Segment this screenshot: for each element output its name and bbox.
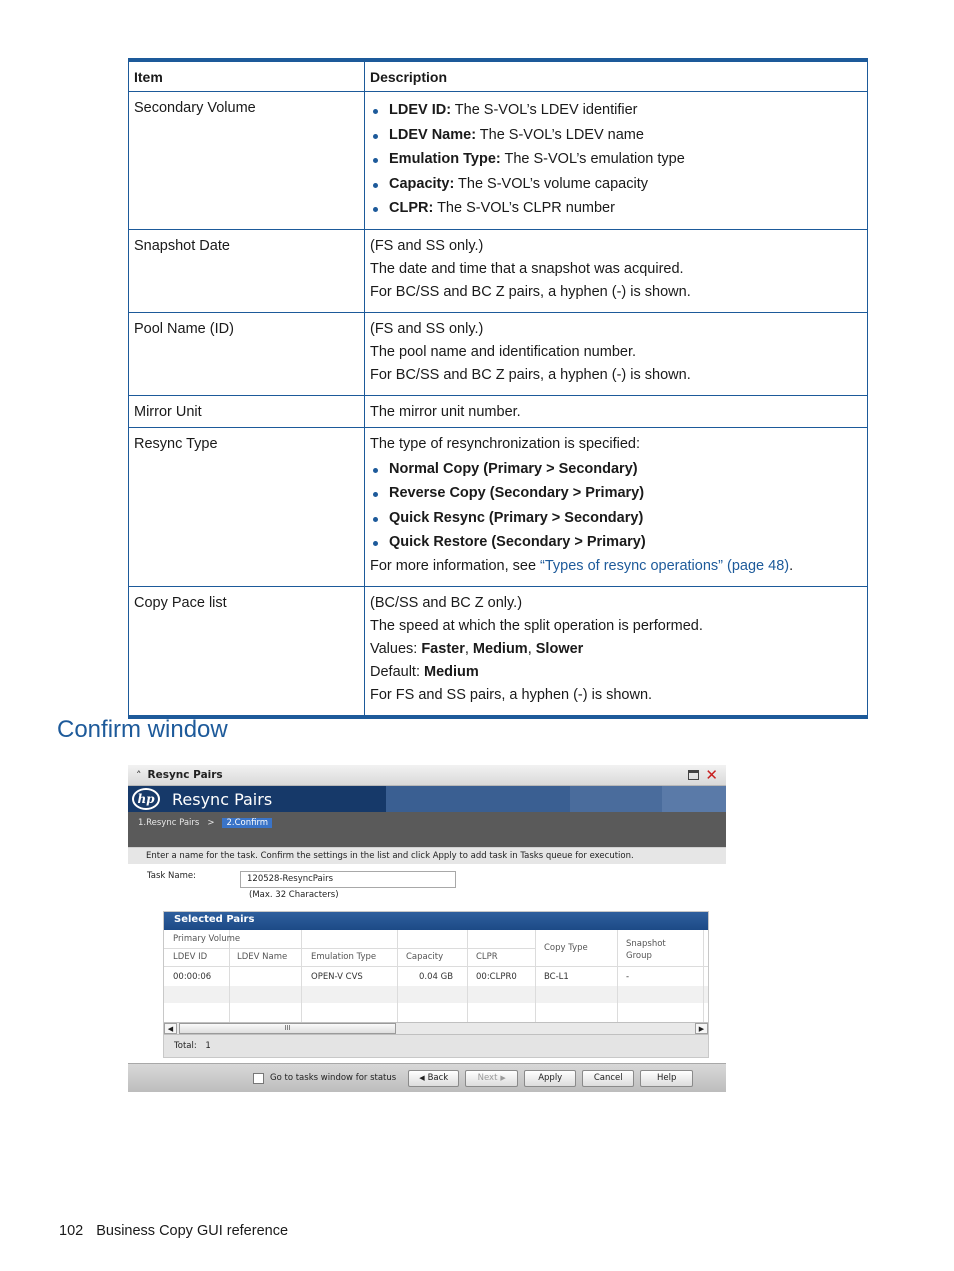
selected-pairs-title: Selected Pairs — [164, 912, 708, 930]
list-item: Normal Copy (Primary > Secondary) — [370, 457, 862, 482]
table-header-row — [129, 60, 868, 92]
dialog-title: Resync Pairs — [147, 769, 223, 781]
section-heading: Confirm window — [57, 716, 228, 743]
cell-clpr: 00:CLPR0 — [476, 972, 517, 982]
total-bar — [164, 1035, 708, 1057]
column-header-snapshot-group[interactable]: Snapshot Group — [626, 939, 666, 961]
table-row — [129, 312, 868, 395]
go-to-tasks-checkbox[interactable] — [253, 1073, 264, 1084]
bullet-label: Emulation Type: — [389, 151, 501, 167]
list-item — [370, 98, 862, 123]
list-item: Quick Resync (Primary > Secondary) — [370, 506, 862, 531]
dialog-titlebar — [128, 765, 726, 786]
table-row — [129, 427, 868, 586]
description-line — [370, 661, 862, 684]
hp-logo: hp — [132, 788, 160, 810]
bullet-text: The S-VOL’s emulation type — [500, 151, 685, 167]
banner-segment — [662, 786, 726, 812]
value-faster: Faster — [421, 640, 465, 657]
description-cell — [365, 229, 868, 312]
wizard-steps — [128, 812, 726, 847]
go-to-tasks-label: Go to tasks window for status — [270, 1073, 397, 1083]
table-row — [129, 395, 868, 427]
description-cell — [365, 92, 868, 230]
next-arrow-icon: ▶ — [500, 1074, 506, 1082]
description-cell — [365, 427, 868, 586]
description-line: (FS and SS only.) — [370, 237, 484, 254]
description-cell — [365, 586, 868, 717]
description-line: For BC/SS and BC Z pairs, a hyphen (-) is shown. — [370, 283, 691, 300]
scroll-thumb[interactable]: III — [179, 1023, 396, 1034]
bullet-label: CLPR: — [389, 200, 434, 216]
cell-capacity: 0.04 GB — [419, 972, 454, 982]
values-prefix: Values: — [370, 640, 422, 657]
values-separator: , — [527, 640, 536, 657]
table-row — [129, 92, 868, 230]
description-line: The speed at which the split operation is performed. — [370, 617, 703, 634]
value-medium: Medium — [472, 640, 528, 657]
scroll-left-arrow-icon[interactable]: ◀ — [164, 1023, 177, 1034]
default-prefix: Default: — [370, 663, 424, 680]
more-info-suffix: . — [789, 557, 794, 574]
task-name-input[interactable]: 120528-ResyncPairs — [240, 871, 456, 888]
back-arrow-icon: ◀ — [419, 1074, 425, 1082]
list-item: Reverse Copy (Secondary > Primary) — [370, 481, 862, 506]
description-line — [370, 555, 862, 578]
bullet-text: The S-VOL’s volume capacity — [454, 175, 648, 192]
next-button-label: Next — [477, 1073, 498, 1083]
back-button[interactable] — [408, 1070, 459, 1087]
item-cell: Resync Type — [129, 427, 365, 586]
value-slower: Slower — [535, 640, 584, 657]
column-header-clpr[interactable]: CLPR — [476, 952, 498, 962]
help-button[interactable]: Help — [640, 1070, 693, 1087]
cell-snapshot-group: - — [626, 972, 630, 982]
banner-title-area — [128, 786, 386, 812]
column-header-description: Description — [365, 60, 868, 92]
table-row — [129, 229, 868, 312]
total-value: 1 — [205, 1041, 211, 1051]
cell-emulation-type: OPEN-V CVS — [311, 972, 363, 982]
bullet-text: The S-VOL’s CLPR number — [433, 200, 615, 216]
reference-table — [128, 58, 868, 719]
bullet-label: Capacity: — [389, 175, 455, 192]
description-line: The pool name and identification number. — [370, 343, 637, 360]
item-cell: Secondary Volume — [129, 92, 365, 230]
bullet-text: The S-VOL’s LDEV identifier — [451, 102, 638, 118]
item-cell: Mirror Unit — [129, 395, 365, 427]
task-name-label: Task Name: — [147, 871, 196, 881]
list-item — [370, 123, 862, 148]
instruction-text: Enter a name for the task. Confirm the settings in the list and click Apply to add task in Tasks queue for execution. — [128, 847, 726, 864]
header-divider — [164, 966, 708, 967]
item-cell: Pool Name (ID) — [129, 312, 365, 395]
description-line — [370, 638, 862, 661]
description-line: For BC/SS and BC Z pairs, a hyphen (-) is shown. — [370, 366, 691, 383]
column-header-copy-type[interactable]: Copy Type — [544, 943, 588, 953]
dialog-banner — [128, 786, 726, 812]
resync-pairs-dialog — [128, 765, 726, 1092]
page-footer-title: Business Copy GUI reference — [96, 1223, 289, 1239]
item-cell: Snapshot Date — [129, 229, 365, 312]
bullet-list — [370, 457, 862, 555]
apply-button[interactable]: Apply — [524, 1070, 576, 1087]
bullet-label: LDEV ID: — [389, 102, 452, 118]
dialog-footer — [128, 1063, 726, 1092]
description-cell — [365, 395, 868, 427]
page-number: 102 — [59, 1223, 84, 1239]
column-header-ldev-id[interactable]: LDEV ID — [173, 952, 208, 962]
selected-pairs-table — [164, 930, 708, 1022]
step-separator: > — [207, 818, 215, 828]
banner-segment — [386, 786, 570, 812]
horizontal-scrollbar[interactable] — [164, 1022, 708, 1035]
collapse-icon[interactable]: ˄ — [136, 768, 142, 782]
close-icon[interactable]: ✕ — [705, 765, 718, 784]
header-divider — [164, 948, 536, 949]
description-cell — [365, 312, 868, 395]
cancel-button[interactable]: Cancel — [582, 1070, 634, 1087]
table-row — [129, 586, 868, 717]
resync-operations-link[interactable]: “Types of resync operations” (page 48) — [540, 557, 790, 574]
next-button[interactable] — [465, 1070, 518, 1087]
description-line: The mirror unit number. — [370, 403, 521, 420]
step-resync-pairs[interactable]: 1.Resync Pairs — [138, 818, 200, 828]
page-footer — [59, 1223, 288, 1239]
bullet-list — [370, 98, 862, 221]
column-header-ldev-name[interactable]: LDEV Name — [237, 952, 288, 962]
list-item: Quick Restore (Secondary > Primary) — [370, 530, 862, 555]
more-info-prefix: For more information, see — [370, 557, 541, 574]
description-line: The date and time that a snapshot was acquired. — [370, 260, 684, 277]
description-line: The type of resynchronization is specified: — [370, 435, 640, 452]
default-value: Medium — [424, 663, 479, 680]
list-item — [370, 172, 862, 197]
column-header-emulation-type[interactable]: Emulation Type — [311, 952, 377, 962]
group-header-primary-volume: Primary Volume — [173, 934, 241, 944]
list-item — [370, 196, 862, 221]
bullet-label: LDEV Name: — [389, 126, 477, 143]
cell-copy-type: BC-L1 — [544, 972, 569, 982]
banner-segment — [570, 786, 662, 812]
description-line: For FS and SS pairs, a hyphen (-) is shown. — [370, 686, 653, 703]
description-line: (BC/SS and BC Z only.) — [370, 594, 523, 611]
titlebar-buttons — [688, 765, 718, 784]
back-button-label: Back — [427, 1073, 449, 1083]
cell-ldev-id: 00:00:06 — [173, 972, 212, 982]
description-line: (FS and SS only.) — [370, 320, 484, 337]
column-divider — [230, 930, 302, 1022]
item-cell: Copy Pace list — [129, 586, 365, 717]
task-name-hint: (Max. 32 Characters) — [249, 890, 339, 900]
scroll-right-arrow-icon[interactable]: ▶ — [695, 1023, 708, 1034]
selected-pairs-panel — [163, 911, 709, 1058]
values-separator: , — [464, 640, 473, 657]
banner-title: Resync Pairs — [172, 789, 273, 809]
column-header-item: Item — [129, 60, 365, 92]
bullet-text: The S-VOL’s LDEV name — [476, 126, 644, 143]
restore-icon[interactable] — [688, 770, 699, 780]
step-confirm: 2.Confirm — [222, 818, 272, 828]
column-header-capacity[interactable]: Capacity — [406, 952, 444, 962]
list-item — [370, 147, 862, 172]
total-label: Total: — [174, 1041, 197, 1051]
